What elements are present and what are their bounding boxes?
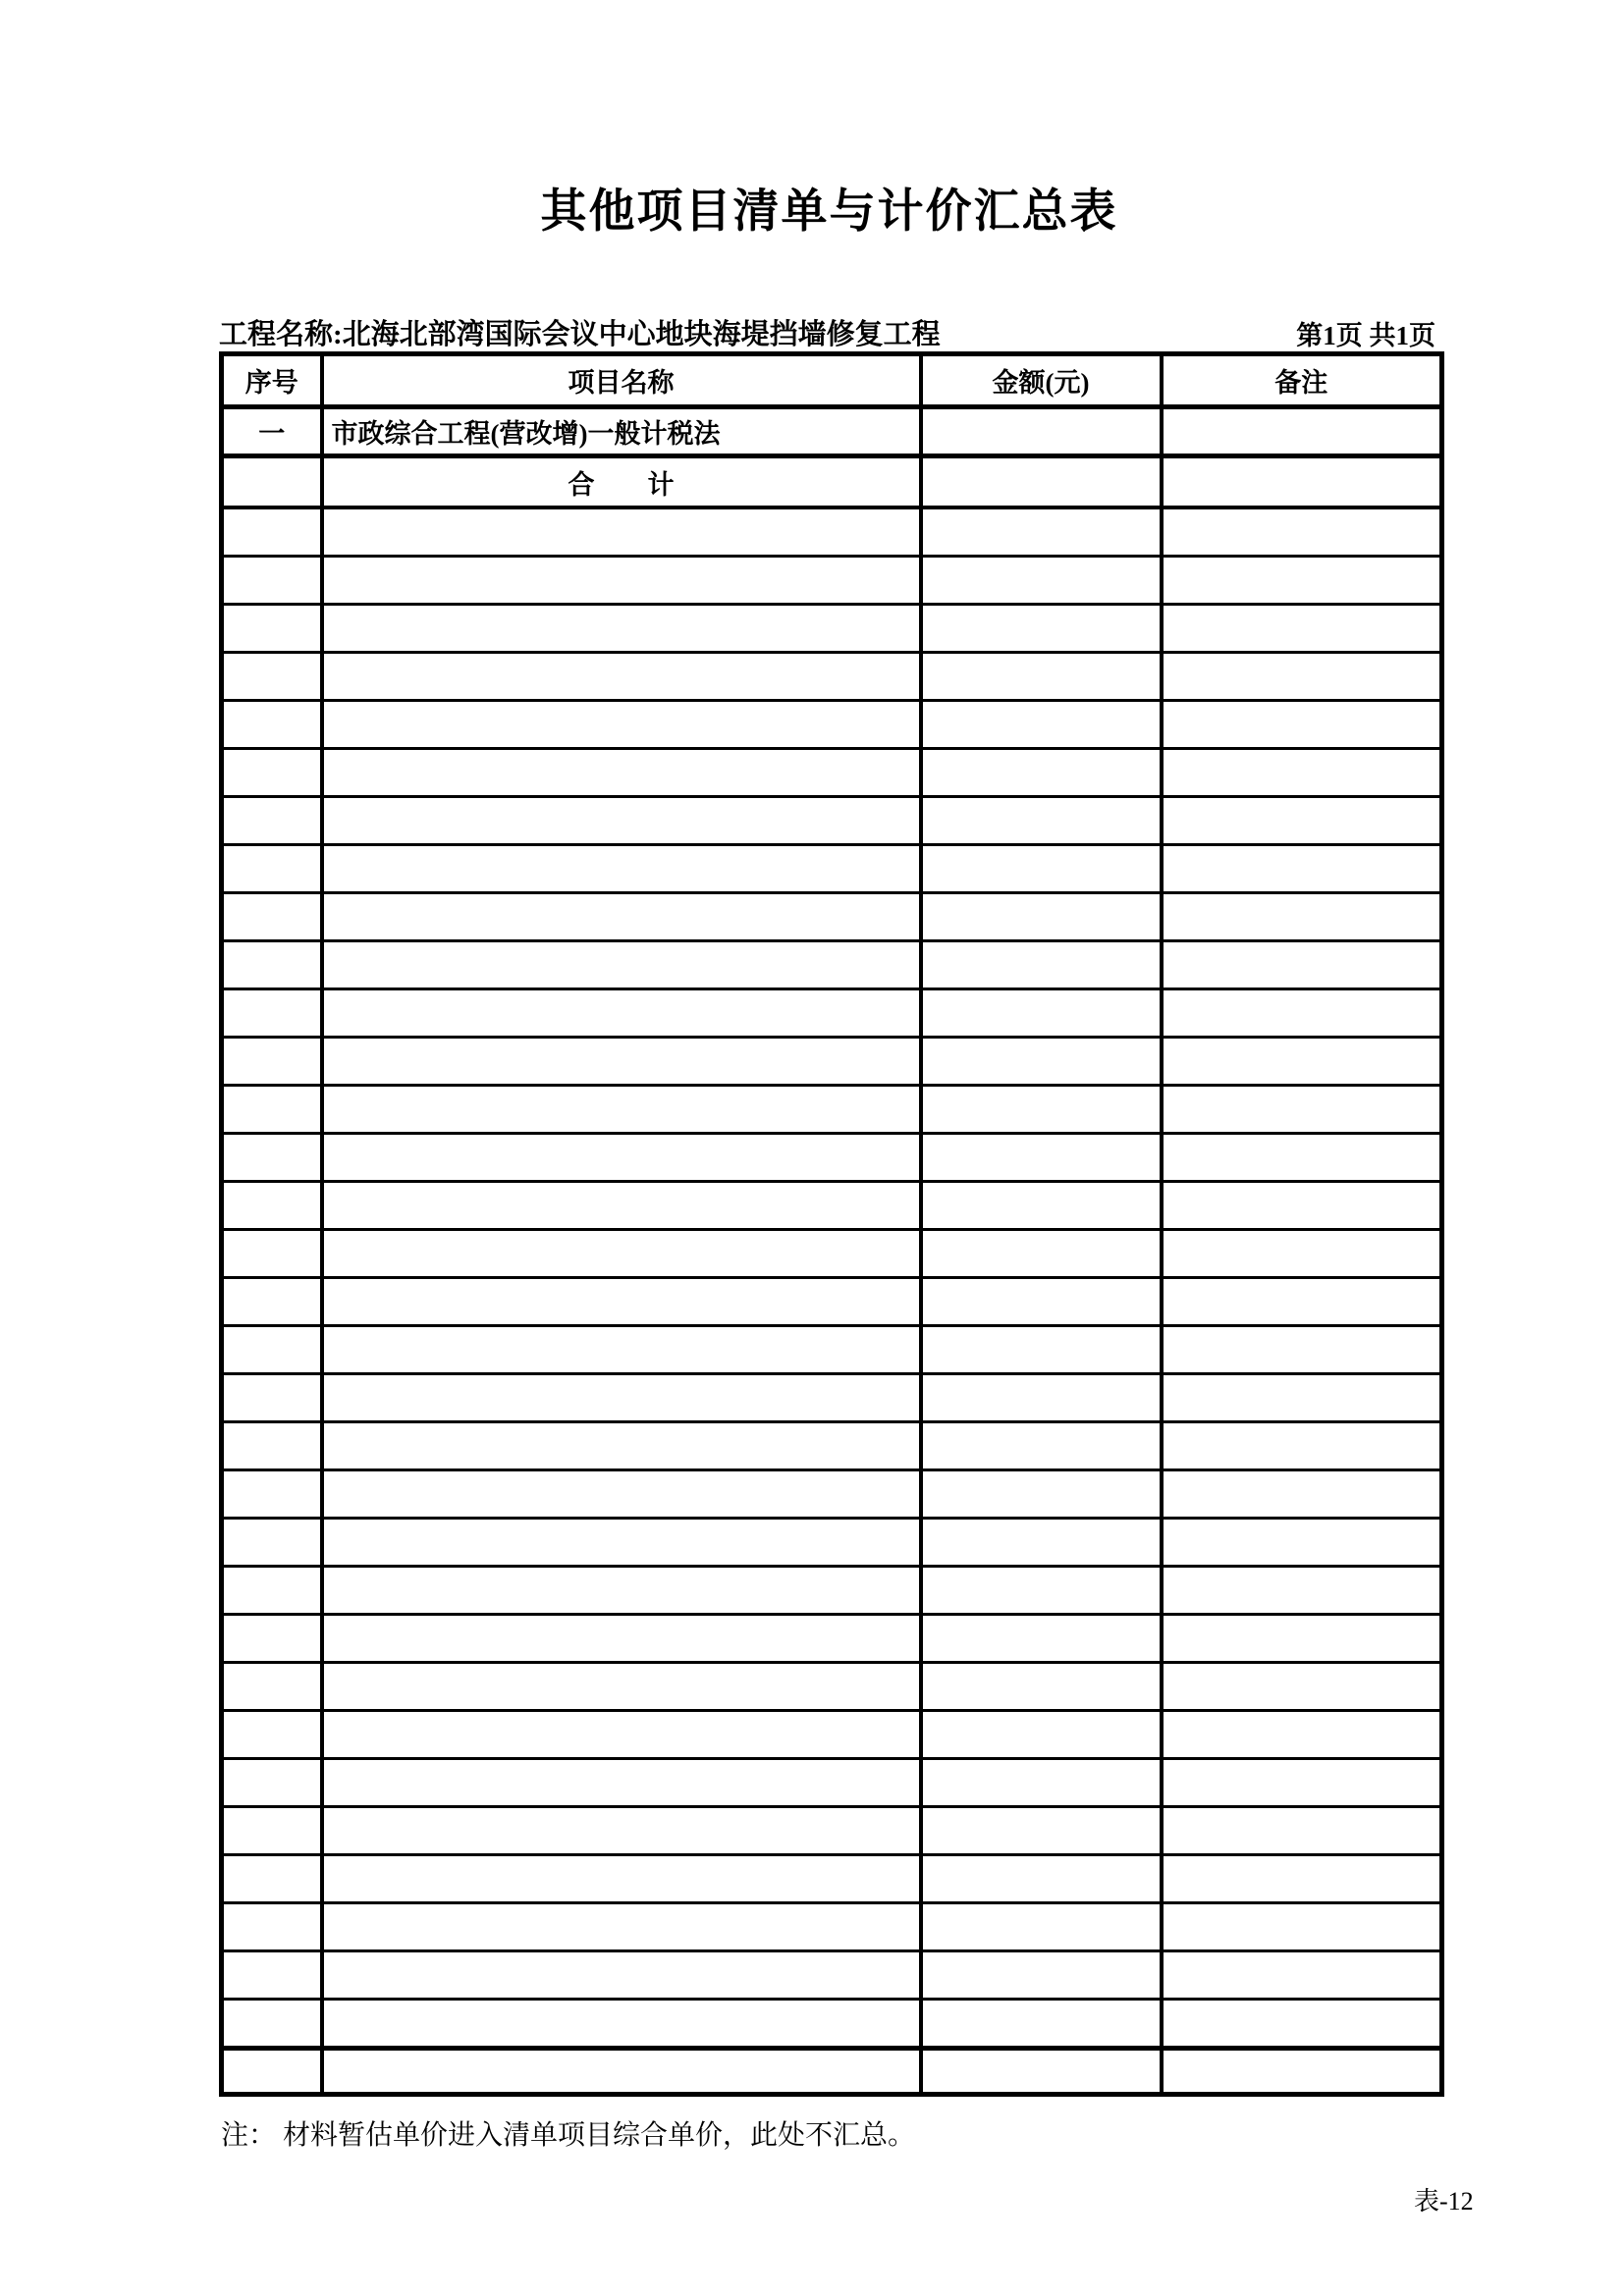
table-row-empty [222,1807,1442,1855]
cell-remark [1162,1086,1442,1134]
cell-seq [222,989,322,1038]
cell-amount [921,2049,1162,2095]
cell-amount [921,1038,1162,1086]
cell-seq [222,1374,322,1422]
cell-name [322,1326,921,1374]
cell-seq [222,1326,322,1374]
cell-name [322,797,921,845]
cell-name [322,2000,921,2049]
cell-seq [222,557,322,605]
table-meta-line [219,312,1439,352]
table-row-empty [222,893,1442,941]
cell-amount [921,1807,1162,1855]
cell-amount [921,1374,1162,1422]
table-row-empty [222,1086,1442,1134]
cell-seq [222,653,322,701]
cell-amount [921,1230,1162,1278]
cell-seq [222,797,322,845]
cell-seq [222,1903,322,1951]
cell-amount [921,1519,1162,1567]
table-row-empty [222,1759,1442,1807]
cell-seq [222,1759,322,1807]
cell-remark [1162,1855,1442,1903]
cell-name [322,1374,921,1422]
cell-seq [222,893,322,941]
cell-amount [921,1086,1162,1134]
table-row-empty [222,797,1442,845]
cell-seq [222,749,322,797]
cell-seq [222,2049,322,2095]
cell-name [322,845,921,893]
cell-name [322,1567,921,1615]
summary-table-header [222,354,1442,407]
cell-seq [222,1711,322,1759]
cell-name [322,1230,921,1278]
cell-name [322,701,921,749]
cell-remark [1162,797,1442,845]
cell-remark [1162,941,1442,989]
cell-seq [222,941,322,989]
cell-remark [1162,2000,1442,2049]
cell-name [322,605,921,653]
cell-amount [921,749,1162,797]
table-row-empty [222,2000,1442,2049]
cell-name [322,653,921,701]
cell-name [322,1038,921,1086]
cell-remark [1162,989,1442,1038]
table-row-empty [222,507,1442,557]
table-row-empty [222,941,1442,989]
cell-amount [921,1422,1162,1470]
cell-seq [222,1567,322,1615]
cell-name [322,1855,921,1903]
cell-name [322,1711,921,1759]
cell-remark [1162,1422,1442,1470]
cell-name [322,893,921,941]
project-name-label: 工程名称:北海北部湾国际会议中心地块海堤挡墙修复工程 [219,319,941,350]
table-row-empty [222,1374,1442,1422]
cell-amount [921,456,1162,508]
cell-name [322,1759,921,1807]
page-number-label: 第1页 共1页 [1296,321,1435,350]
cell-amount [921,1567,1162,1615]
cell-amount [921,1326,1162,1374]
cell-seq [222,1470,322,1519]
cell-amount [921,1470,1162,1519]
cell-seq [222,1807,322,1855]
cell-seq [222,1134,322,1182]
cell-amount [921,701,1162,749]
cell-amount [921,605,1162,653]
cell-remark [1162,1759,1442,1807]
cell-name [322,1903,921,1951]
cell-remark [1162,1470,1442,1519]
cell-remark [1162,1903,1442,1951]
cell-seq [222,605,322,653]
cell-amount [921,893,1162,941]
table-row-empty [222,749,1442,797]
cell-name [322,1807,921,1855]
cell-amount [921,1759,1162,1807]
header-row [222,354,1442,407]
cell-remark [1162,1951,1442,2000]
cell-remark [1162,1567,1442,1615]
cell-amount [921,1182,1162,1230]
cell-amount [921,797,1162,845]
summary-table-body [222,407,1442,2095]
col-header-seq: 序号 [222,354,322,407]
cell-remark [1162,1374,1442,1422]
table-row-empty [222,1711,1442,1759]
cell-seq [222,845,322,893]
cell-amount [921,1134,1162,1182]
cell-amount [921,845,1162,893]
table-row-total [222,456,1442,508]
cell-seq [222,1951,322,2000]
cell-amount [921,2000,1162,2049]
cell-remark [1162,1230,1442,1278]
cell-amount [921,1615,1162,1663]
cell-remark [1162,1326,1442,1374]
cell-seq [222,1855,322,1903]
cell-seq [222,1182,322,1230]
cell-seq [222,1422,322,1470]
cell-remark [1162,407,1442,456]
cell-name [322,989,921,1038]
table-row-empty [222,1278,1442,1326]
cell-remark [1162,1615,1442,1663]
cell-amount [921,941,1162,989]
cell-remark [1162,1807,1442,1855]
cell-seq [222,507,322,557]
cell-seq [222,1663,322,1711]
cell-seq [222,1615,322,1663]
cell-remark [1162,557,1442,605]
table-row-empty [222,605,1442,653]
sheet-code-label: 表-12 [1414,2187,1474,2216]
table-row-empty [222,1182,1442,1230]
cell-remark [1162,701,1442,749]
cell-seq [222,2000,322,2049]
summary-table [219,351,1444,2097]
table-row-trailing [222,2049,1442,2095]
cell-name: 市政综合工程(营改增)一般计税法 [322,407,921,456]
cell-remark [1162,1278,1442,1326]
table-row-empty [222,1326,1442,1374]
cell-amount [921,507,1162,557]
table-row-empty [222,1422,1442,1470]
table-row-empty [222,1038,1442,1086]
cell-name [322,1663,921,1711]
cell-name [322,557,921,605]
cell-remark [1162,1711,1442,1759]
cell-seq: 一 [222,407,322,456]
cell-seq [222,1278,322,1326]
cell-remark [1162,653,1442,701]
table-row-empty [222,1615,1442,1663]
cell-remark [1162,1182,1442,1230]
cell-name [322,1086,921,1134]
cell-remark [1162,456,1442,508]
document-title: 其他项目清单与计价汇总表 [540,187,1118,238]
cell-remark [1162,507,1442,557]
cell-remark [1162,1134,1442,1182]
table-row-empty [222,1663,1442,1711]
cell-name [322,749,921,797]
cell-name [322,507,921,557]
cell-seq [222,456,322,508]
col-header-name: 项目名称 [322,354,921,407]
cell-name [322,1278,921,1326]
cell-name [322,1134,921,1182]
table-row-empty [222,557,1442,605]
cell-seq [222,1038,322,1086]
cell-amount [921,1711,1162,1759]
cell-seq [222,1519,322,1567]
cell-amount [921,1663,1162,1711]
cell-name [322,1422,921,1470]
table-row-empty [222,1855,1442,1903]
cell-seq [222,701,322,749]
cell-amount [921,1903,1162,1951]
cell-remark [1162,749,1442,797]
cell-seq [222,1086,322,1134]
table-row-empty [222,1567,1442,1615]
cell-remark [1162,1663,1442,1711]
cell-amount [921,653,1162,701]
cell-amount [921,557,1162,605]
table-row-empty [222,1470,1442,1519]
table-row-item [222,407,1442,456]
cell-remark [1162,845,1442,893]
cell-remark [1162,1038,1442,1086]
cell-name [322,1519,921,1567]
cell-name [322,1470,921,1519]
table-row-empty [222,1519,1442,1567]
cell-amount [921,407,1162,456]
cell-name [322,2049,921,2095]
cell-name [322,1615,921,1663]
cell-name [322,1182,921,1230]
table-row-empty [222,1951,1442,2000]
table-row-empty [222,701,1442,749]
footnote: 注： 材料暂估单价进入清单项目综合单价，此处不汇总。 [221,2120,916,2151]
table-row-empty [222,1230,1442,1278]
cell-amount [921,1855,1162,1903]
cell-amount [921,1951,1162,2000]
col-header-remark: 备注 [1162,354,1442,407]
table-row-empty [222,989,1442,1038]
cell-remark [1162,605,1442,653]
cell-amount [921,1278,1162,1326]
cell-name: 合 计 [322,456,921,508]
cell-remark [1162,2049,1442,2095]
cell-name [322,941,921,989]
cell-name [322,1951,921,2000]
cell-seq [222,1230,322,1278]
col-header-amount: 金额(元) [921,354,1162,407]
table-row-empty [222,845,1442,893]
table-row-empty [222,653,1442,701]
table-row-empty [222,1903,1442,1951]
table-row-empty [222,1134,1442,1182]
cell-remark [1162,1519,1442,1567]
cell-remark [1162,893,1442,941]
cell-amount [921,989,1162,1038]
